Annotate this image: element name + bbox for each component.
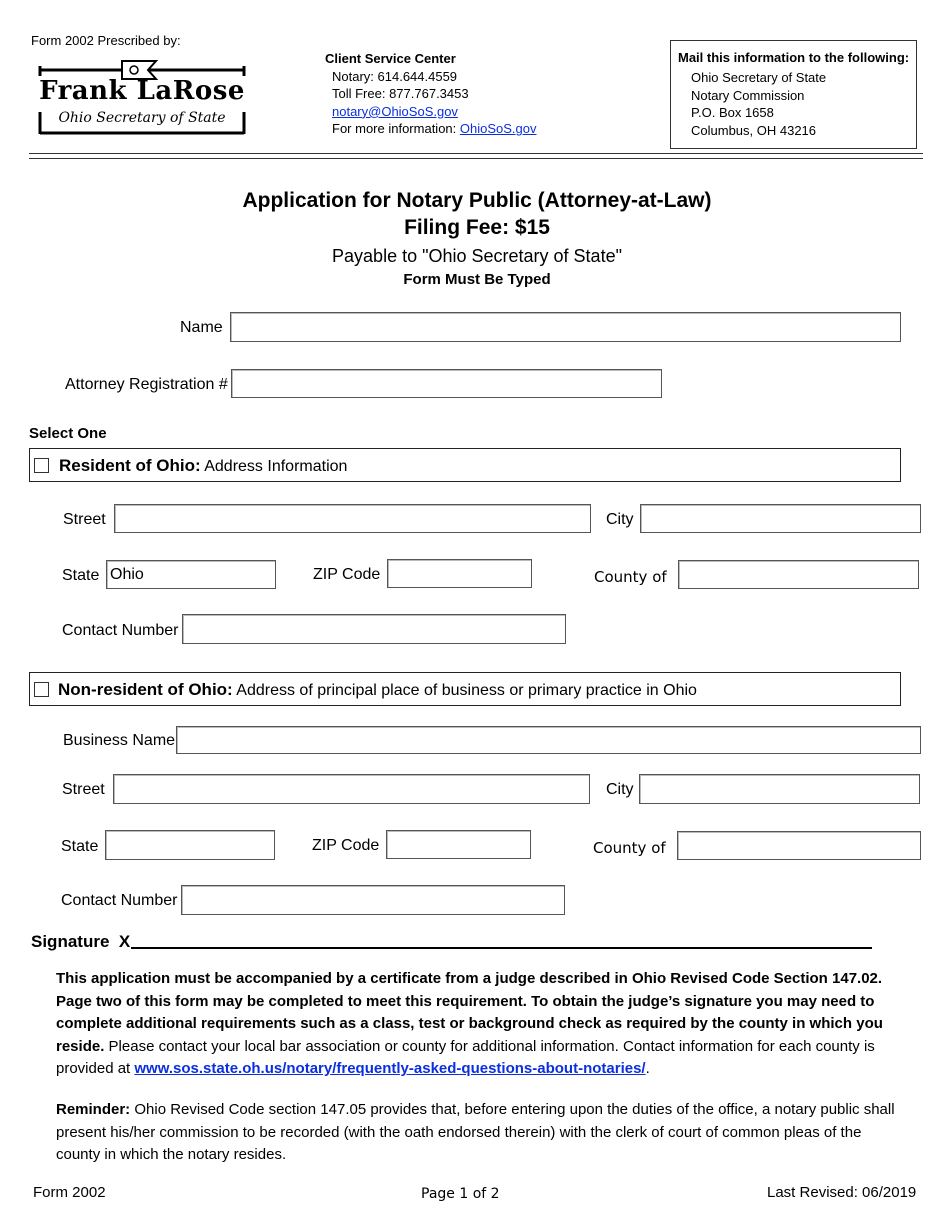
resident-state-input[interactable] (107, 561, 275, 588)
nonresident-state-input[interactable] (106, 831, 274, 859)
resident-county-label: County of (594, 568, 667, 586)
notice-end: . (645, 1060, 650, 1077)
nonresident-state-field[interactable] (105, 830, 275, 860)
name-field[interactable] (230, 312, 901, 342)
resident-state-label: State (62, 567, 100, 584)
nonresident-heading-bold: Non-resident of Ohio: (58, 680, 233, 699)
resident-heading-text: Address Information (200, 458, 348, 475)
more-info-label: For more information: (332, 121, 460, 137)
resident-zip-field[interactable] (387, 559, 532, 588)
logo-subtitle: Ohio Secretary of State (58, 110, 226, 126)
resident-city-input[interactable] (641, 505, 920, 532)
mail-line: Columbus, OH 43216 (691, 122, 817, 138)
signature-line[interactable] (131, 947, 872, 949)
ohiosos-link[interactable]: OhioSoS.gov (459, 121, 537, 137)
nonresident-city-label: City (606, 781, 634, 798)
resident-heading-bold: Resident of Ohio: (59, 456, 201, 475)
resident-contact-label: Contact Number (62, 622, 179, 639)
nonresident-contact-input[interactable] (182, 886, 564, 914)
business-name-input[interactable] (177, 727, 920, 753)
name-label: Name (180, 319, 223, 336)
nonresident-zip-field[interactable] (386, 830, 531, 859)
resident-contact-field[interactable] (182, 614, 566, 644)
nonresident-county-label: County of (593, 839, 666, 857)
nonresident-county-field[interactable] (677, 831, 921, 860)
reminder-notice (56, 1099, 898, 1167)
nonresident-city-input[interactable] (640, 775, 919, 803)
reminder-text: Ohio Revised Code section 147.05 provides that, before entering upon the duties of the office, a notary public shall present his/her commission to be recorded (with the oath endorsed therein) with the clerk of court of common pleas of the county in which the notary resides. (56, 1101, 895, 1163)
nonresident-contact-label: Contact Number (61, 892, 178, 909)
header-divider (29, 158, 923, 159)
mail-to-box (670, 40, 917, 149)
footer-form-number: Form 2002 (33, 1184, 106, 1201)
nonresident-county-input[interactable] (678, 832, 920, 859)
resident-zip-label: ZIP Code (313, 566, 381, 583)
resident-checkbox[interactable] (34, 458, 49, 473)
name-input[interactable] (231, 313, 900, 341)
business-name-label: Business Name (63, 732, 176, 749)
notary-email-link[interactable]: notary@OhioSoS.gov (332, 103, 458, 119)
sos-logo (36, 56, 248, 138)
nonresident-zip-label: ZIP Code (312, 837, 380, 854)
business-name-field[interactable] (176, 726, 921, 754)
nonresident-checkbox[interactable] (34, 682, 49, 697)
client-center-title: Client Service Center (325, 51, 456, 66)
mail-line: Ohio Secretary of State (691, 70, 827, 85)
resident-street-input[interactable] (115, 505, 590, 532)
resident-street-label: Street (63, 511, 106, 528)
nonresident-contact-field[interactable] (181, 885, 565, 915)
nonresident-street-input[interactable] (114, 775, 589, 803)
select-one-label: Select One (29, 425, 107, 442)
faq-link[interactable]: www.sos.state.oh.us/notary/frequently-asked-questions-about-notaries/ (134, 1060, 646, 1077)
form-prescribed-label: Form 2002 Prescribed by: (31, 33, 181, 48)
nonresident-heading (58, 680, 697, 700)
attorney-registration-label: Attorney Registration # (65, 376, 228, 393)
resident-county-input[interactable] (679, 561, 918, 588)
resident-county-field[interactable] (678, 560, 919, 589)
notary-phone: Notary: 614.644.4559 (332, 68, 458, 84)
judge-certificate-notice (56, 968, 898, 1081)
notice-text: Please contact your local bar association or county for additional information. Contact information for each county is provided at (56, 1037, 875, 1077)
resident-street-field[interactable] (114, 504, 591, 533)
reminder-bold: Reminder: (56, 1101, 131, 1118)
resident-city-field[interactable] (640, 504, 921, 533)
client-service-center (325, 50, 536, 138)
signature-label: Signature X (31, 932, 131, 951)
toll-free-phone: Toll Free: 877.767.3453 (332, 86, 469, 102)
header-divider (29, 153, 923, 154)
nonresident-zip-input[interactable] (387, 831, 530, 858)
filing-fee: Filing Fee: $15 (404, 216, 550, 239)
resident-zip-input[interactable] (388, 560, 531, 587)
mail-title: Mail this information to the following: (678, 50, 910, 65)
resident-city-label: City (606, 511, 634, 528)
notice-bold: This application must be accompanied by a certificate from a judge described in Ohio Revised Code Section 147.02. Page two of this form may be completed to meet this requirement. To obtain the judge’s signature you may need to complete additional requirements such as a class, test or background check as required by the county in which you reside. (56, 970, 883, 1055)
attorney-registration-input[interactable] (232, 370, 661, 397)
nonresident-street-field[interactable] (113, 774, 590, 804)
mail-line: P.O. Box 1658 (691, 105, 774, 120)
logo-name: Frank LaRose (39, 76, 245, 106)
footer-page-number: Page 1 of 2 (421, 1186, 500, 1202)
resident-state-field[interactable] (106, 560, 276, 589)
form-must-be-typed: Form Must Be Typed (403, 271, 551, 288)
nonresident-state-label: State (61, 838, 99, 855)
payable-to: Payable to "Ohio Secretary of State" (332, 246, 622, 266)
attorney-registration-field[interactable] (231, 369, 662, 398)
nonresident-heading-text: Address of principal place of business or primary practice in Ohio (232, 682, 697, 699)
form-title: Application for Notary Public (Attorney-at-Law) (242, 189, 712, 212)
footer-last-revised: Last Revised: 06/2019 (767, 1184, 917, 1201)
resident-contact-input[interactable] (183, 615, 565, 643)
resident-heading (59, 456, 347, 476)
mail-address (691, 69, 826, 139)
mail-line: Notary Commission (691, 87, 805, 103)
nonresident-street-label: Street (62, 781, 105, 798)
nonresident-city-field[interactable] (639, 774, 920, 804)
